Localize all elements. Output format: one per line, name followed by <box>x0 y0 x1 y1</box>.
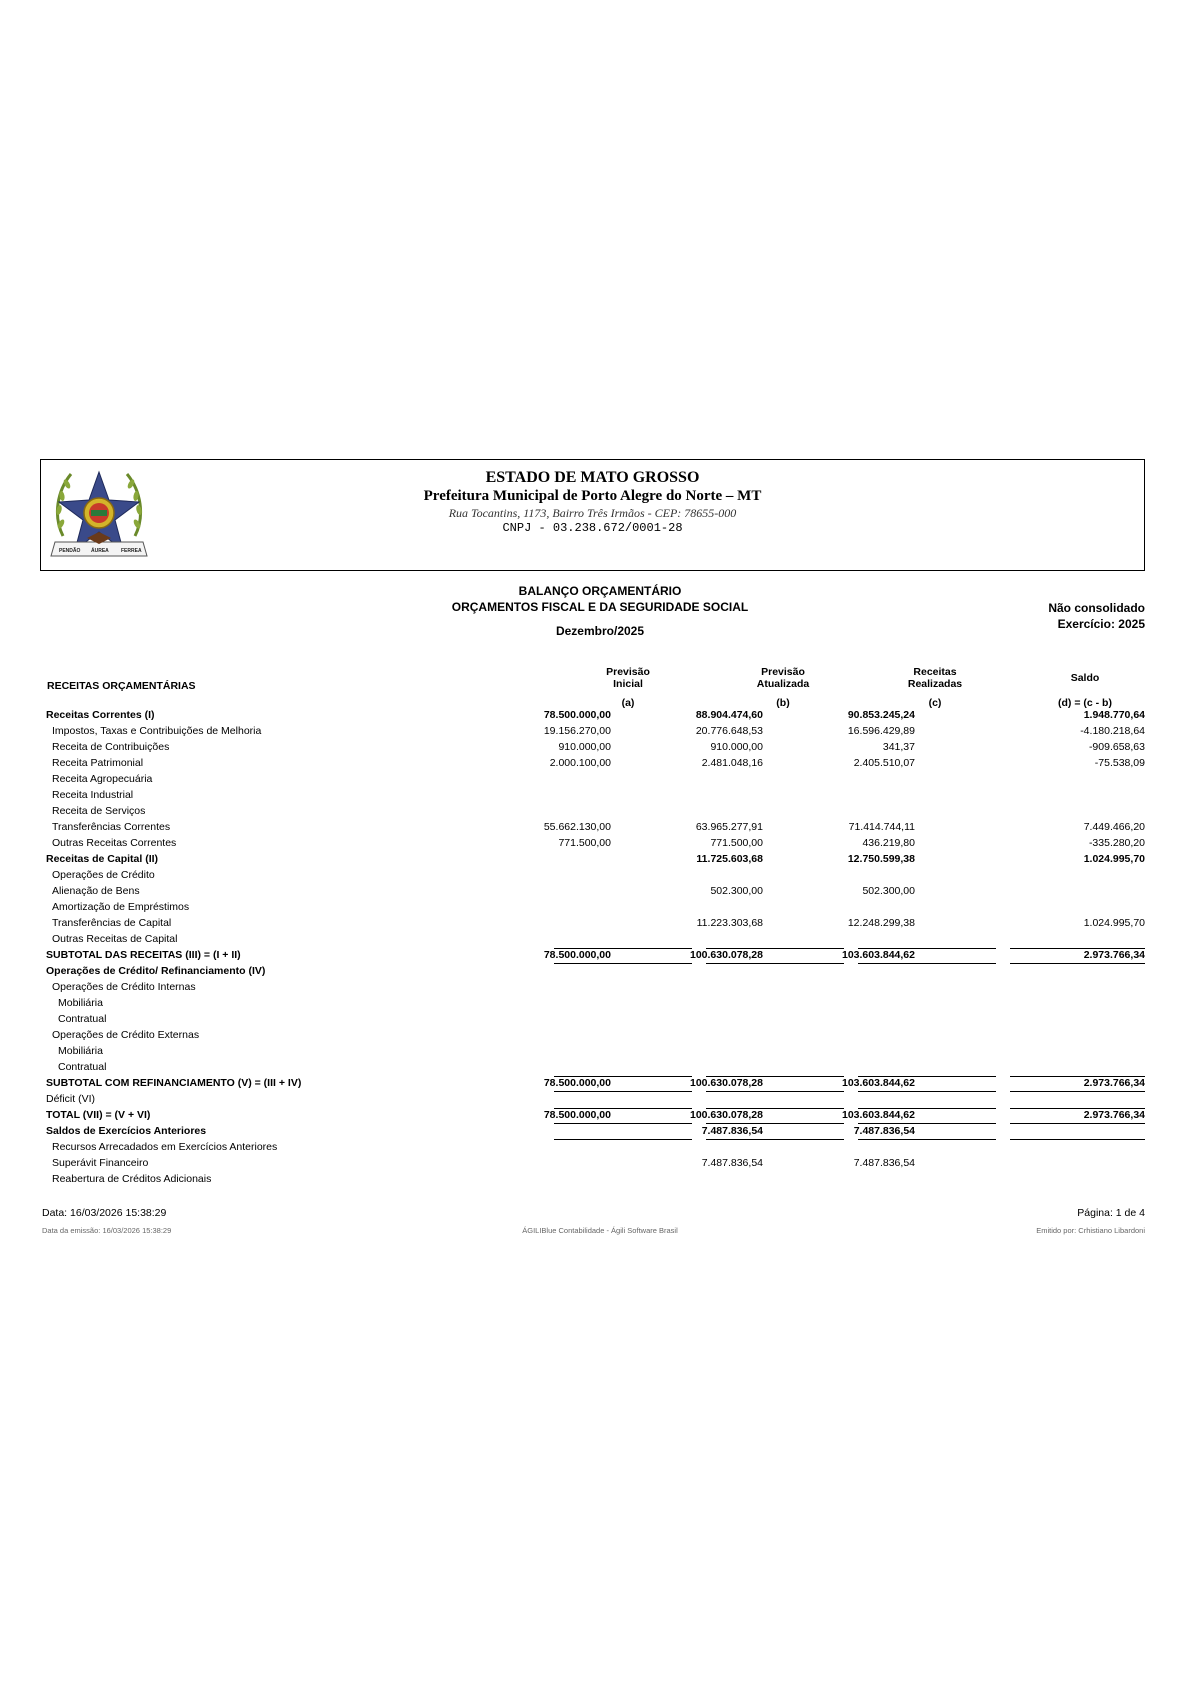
report-subtitle: ORÇAMENTOS FISCAL E DA SEGURIDADE SOCIAL <box>451 600 749 614</box>
row-value-d: -909.658,63 <box>1088 741 1145 753</box>
row-value-c: 12.248.299,38 <box>847 917 915 929</box>
col-header-c <box>890 666 980 690</box>
row-value-c: 90.853.245,24 <box>847 709 915 721</box>
row-label: Contratual <box>58 1013 107 1025</box>
report-period: Dezembro/2025 <box>555 624 645 638</box>
exercise-year: Exercício: 2025 <box>1057 617 1145 631</box>
subtotal-rule <box>1010 948 1145 949</box>
col-header-d: Saldo <box>1070 672 1100 684</box>
table-row <box>46 836 1145 852</box>
cnpj: CNPJ - 03.238.672/0001-28 <box>502 521 683 535</box>
table-row <box>46 708 1145 724</box>
row-value-a: 78.500.000,00 <box>543 1077 611 1089</box>
row-value-d: 2.973.766,34 <box>1083 949 1145 961</box>
table-row <box>46 804 1145 820</box>
consolidation-status: Não consolidado <box>1048 601 1145 615</box>
table-row <box>46 740 1145 756</box>
row-value-d: 1.024.995,70 <box>1083 853 1145 865</box>
table-row <box>46 932 1145 948</box>
col-code-c: (c) <box>928 697 942 709</box>
table-row <box>46 1028 1145 1044</box>
row-value-b: 20.776.648,53 <box>695 725 763 737</box>
prefeitura-name: Prefeitura Municipal de Porto Alegre do Norte – MT <box>423 488 762 504</box>
row-value-b: 100.630.078,28 <box>690 1109 763 1121</box>
table-row <box>46 964 1145 980</box>
col-header-c-line2: Realizadas <box>907 678 963 690</box>
col-header-a-line2: Inicial <box>613 678 643 690</box>
table-row <box>46 724 1145 740</box>
row-label: SUBTOTAL COM REFINANCIAMENTO (V) = (III + IV) <box>46 1077 302 1089</box>
row-label: Transferências Correntes <box>52 821 171 833</box>
footer-emission: Data da emissão: 16/03/2026 15:38:29 <box>42 1226 172 1235</box>
subtotal-rule <box>858 948 996 949</box>
row-value-b: 88.904.474,60 <box>695 709 763 721</box>
table-row <box>46 852 1145 868</box>
address: Rua Tocantins, 1173, Bairro Três Irmãos - CEP: 78655-000 <box>448 506 737 520</box>
row-value-d: 2.973.766,34 <box>1083 1109 1145 1121</box>
row-label: Impostos, Taxas e Contribuições de Melhoria <box>52 725 262 737</box>
row-value-c: 7.487.836,54 <box>853 1125 915 1137</box>
row-value-c: 2.405.510,07 <box>853 757 915 769</box>
table-row <box>46 1156 1145 1172</box>
row-value-c: 103.603.844,62 <box>842 1077 915 1089</box>
row-label: Reabertura de Créditos Adicionais <box>52 1173 212 1185</box>
footer-issuer: Emitido por: Crhistiano Libardoni <box>1036 1226 1145 1235</box>
logo-banner-text-1: PENDÃO <box>59 548 81 554</box>
row-value-b: 7.487.836,54 <box>701 1125 763 1137</box>
row-value-a: 771.500,00 <box>558 837 611 849</box>
col-header-label: RECEITAS ORÇAMENTÁRIAS <box>47 680 196 692</box>
row-value-c: 103.603.844,62 <box>842 1109 915 1121</box>
row-value-a: 78.500.000,00 <box>543 709 611 721</box>
row-label: Operações de Crédito Internas <box>52 981 196 993</box>
row-label: Operações de Crédito/ Refinanciamento (IV) <box>46 965 266 977</box>
subtotal-rule <box>1010 1076 1145 1077</box>
row-value-c: 12.750.599,38 <box>847 853 915 865</box>
row-value-a: 19.156.270,00 <box>543 725 611 737</box>
table-row <box>46 900 1145 916</box>
subtotal-rule <box>554 1076 692 1077</box>
row-value-d: 1.024.995,70 <box>1083 917 1145 929</box>
table-row <box>46 1108 1145 1124</box>
subtotal-rule <box>706 948 844 949</box>
row-label: Contratual <box>58 1061 107 1073</box>
col-code-a: (a) <box>621 697 635 709</box>
row-value-b: 7.487.836,54 <box>701 1157 763 1169</box>
footer-date: Data: 16/03/2026 15:38:29 <box>42 1207 167 1219</box>
row-label: Receita de Contribuições <box>52 741 170 753</box>
subtotal-rule <box>858 1076 996 1077</box>
table-row <box>46 868 1145 884</box>
row-value-b: 502.300,00 <box>710 885 763 897</box>
row-label: Superávit Financeiro <box>52 1157 149 1169</box>
col-header-c-line1: Receitas <box>913 666 957 678</box>
row-label: Receita Agropecuária <box>52 773 153 785</box>
table-row <box>46 788 1145 804</box>
table-row <box>46 756 1145 772</box>
row-label: Operações de Crédito <box>52 869 155 881</box>
row-value-a: 55.662.130,00 <box>543 821 611 833</box>
row-label: Déficit (VI) <box>46 1093 96 1105</box>
row-label: Transferências de Capital <box>52 917 172 929</box>
state-name: ESTADO DE MATO GROSSO <box>485 469 700 486</box>
footer-page: Página: 1 de 4 <box>1077 1207 1145 1219</box>
header-text-block <box>41 468 1144 535</box>
row-label: Receitas Correntes (I) <box>46 709 155 721</box>
table-row <box>46 948 1145 964</box>
col-code-d: (d) = (c - b) <box>1058 697 1112 709</box>
row-value-c: 103.603.844,62 <box>842 949 915 961</box>
col-header-b-line1: Previsão <box>761 666 805 678</box>
logo-banner-text-3: FERREA <box>121 548 142 554</box>
subtotal-rule <box>858 1108 996 1109</box>
col-header-a-line1: Previsão <box>606 666 650 678</box>
row-value-b: 771.500,00 <box>710 837 763 849</box>
table-row <box>46 996 1145 1012</box>
col-header-a <box>588 666 668 690</box>
row-label: Receitas de Capital (II) <box>46 853 159 865</box>
row-value-d: -4.180.218,64 <box>1080 725 1145 737</box>
row-label: Operações de Crédito Externas <box>52 1029 200 1041</box>
subtotal-rule <box>706 1076 844 1077</box>
report-title: BALANÇO ORÇAMENTÁRIO <box>518 584 682 598</box>
row-label: Mobiliária <box>58 1045 103 1057</box>
col-header-b <box>738 666 828 690</box>
logo-banner-text-2: ÁUREA <box>91 548 109 554</box>
col-header-b-line2: Atualizada <box>756 678 810 690</box>
row-value-b: 910.000,00 <box>710 741 763 753</box>
col-code-b: (b) <box>776 697 790 709</box>
row-label: Amortização de Empréstimos <box>52 901 190 913</box>
table-row <box>46 1012 1145 1028</box>
row-value-d: 2.973.766,34 <box>1083 1077 1145 1089</box>
row-label: Alienação de Bens <box>52 885 140 897</box>
row-label: Saldos de Exercícios Anteriores <box>46 1125 207 1137</box>
row-value-a: 910.000,00 <box>558 741 611 753</box>
table-row <box>46 1060 1145 1076</box>
row-label: Mobiliária <box>58 997 103 1009</box>
row-value-c: 71.414.744,11 <box>848 821 915 833</box>
table-row <box>46 1124 1145 1140</box>
subtotal-rule <box>1010 1108 1145 1109</box>
table-row <box>46 1172 1145 1188</box>
table-row <box>46 820 1145 836</box>
table-row <box>46 772 1145 788</box>
row-label: Receita de Serviços <box>52 805 146 817</box>
row-label: Receita Industrial <box>52 789 134 801</box>
subtotal-rule <box>554 948 692 949</box>
row-value-d: 1.948.770,64 <box>1083 709 1145 721</box>
subtotal-rule <box>554 1108 692 1109</box>
table-row <box>46 916 1145 932</box>
subtotal-rule <box>706 1108 844 1109</box>
row-value-a: 78.500.000,00 <box>543 1109 611 1121</box>
row-value-c: 341,37 <box>882 741 915 753</box>
row-value-d: -75.538,09 <box>1094 757 1145 769</box>
row-value-b: 11.725.603,68 <box>696 853 763 865</box>
row-value-b: 2.481.048,16 <box>701 757 763 769</box>
row-label: Outras Receitas de Capital <box>52 933 178 945</box>
row-label: Recursos Arrecadados em Exercícios Anteriores <box>52 1141 278 1153</box>
table-row <box>46 1076 1145 1092</box>
row-value-c: 436.219,80 <box>862 837 915 849</box>
row-value-a: 2.000.100,00 <box>549 757 611 769</box>
row-value-c: 7.487.836,54 <box>853 1157 915 1169</box>
row-label: Receita Patrimonial <box>52 757 144 769</box>
table-row <box>46 1140 1145 1156</box>
row-value-b: 63.965.277,91 <box>695 821 763 833</box>
table-row <box>46 1044 1145 1060</box>
row-label: SUBTOTAL DAS RECEITAS (III) = (I + II) <box>46 949 241 961</box>
row-value-c: 16.596.429,89 <box>847 725 915 737</box>
row-value-c: 502.300,00 <box>862 885 915 897</box>
row-value-d: -335.280,20 <box>1088 837 1145 849</box>
row-label: TOTAL (VII) = (V + VI) <box>46 1109 151 1121</box>
row-value-b: 100.630.078,28 <box>690 1077 763 1089</box>
row-value-d: 7.449.466,20 <box>1083 821 1145 833</box>
table-row <box>46 980 1145 996</box>
table-row <box>46 1092 1145 1108</box>
row-value-a: 78.500.000,00 <box>543 949 611 961</box>
footer-software: ÁGILIBlue Contabilidade - Ágili Software Brasil <box>522 1226 678 1235</box>
header-box <box>40 459 1145 571</box>
row-value-b: 100.630.078,28 <box>690 949 763 961</box>
row-label: Outras Receitas Correntes <box>52 837 177 849</box>
row-value-b: 11.223.303,68 <box>696 917 763 929</box>
table-row <box>46 884 1145 900</box>
